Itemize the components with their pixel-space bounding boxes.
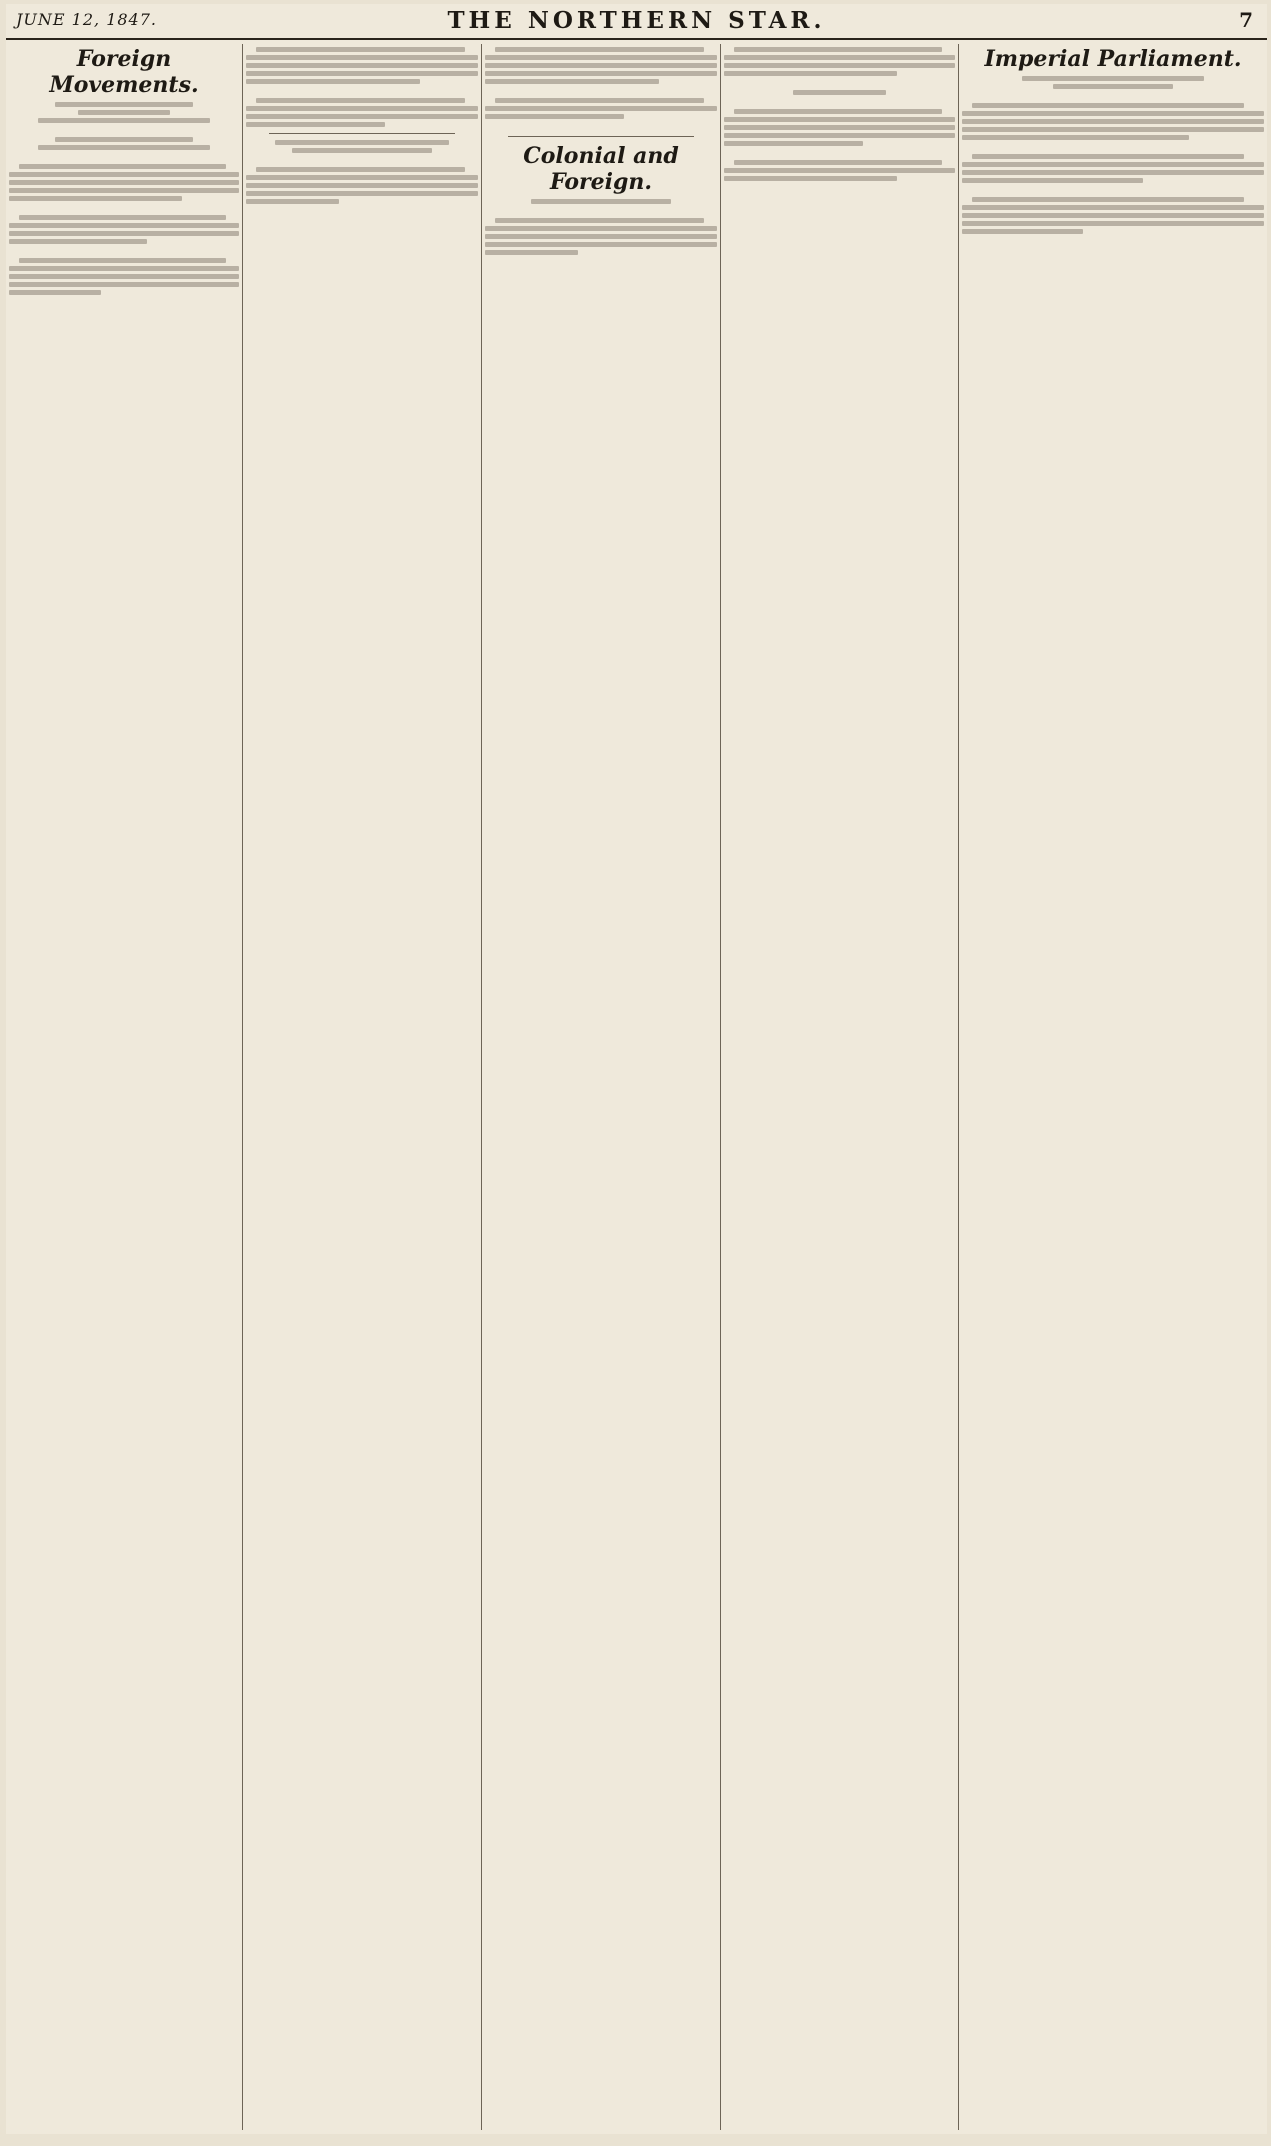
text-line-placeholder (962, 229, 1083, 234)
text-line-placeholder (1022, 76, 1203, 81)
text-line-placeholder (962, 213, 1264, 218)
text-line-placeholder (485, 234, 717, 239)
text-line-placeholder (485, 71, 717, 76)
newspaper-title: THE NORTHERN STAR. (447, 7, 826, 34)
text-line-placeholder (9, 172, 239, 177)
text-line-placeholder (724, 55, 955, 60)
text-line-placeholder (292, 148, 431, 153)
text-line-placeholder (962, 127, 1264, 132)
text-line-placeholder (38, 145, 211, 150)
text-line-placeholder (793, 90, 885, 95)
text-line-placeholder (724, 133, 955, 138)
text-line-placeholder (962, 170, 1264, 175)
text-line-placeholder (972, 197, 1244, 202)
page-number: 7 (1239, 8, 1253, 32)
text-line-placeholder (485, 106, 717, 111)
text-line-placeholder (972, 103, 1244, 108)
section-heading-imperial-parliament: Imperial Parliament. (984, 46, 1242, 72)
text-line-placeholder (485, 250, 578, 255)
text-line-placeholder (495, 47, 704, 52)
text-line-placeholder (495, 98, 704, 103)
text-line-placeholder (962, 205, 1264, 210)
text-line-placeholder (734, 47, 942, 52)
newspaper-page (6, 4, 1267, 2134)
text-line-placeholder (246, 183, 478, 188)
text-line-placeholder (485, 79, 659, 84)
text-line-placeholder (246, 79, 420, 84)
text-line-placeholder (246, 191, 478, 196)
text-line-placeholder (972, 154, 1244, 159)
text-line-placeholder (485, 55, 717, 60)
text-line-placeholder (9, 196, 182, 201)
text-line-placeholder (962, 162, 1264, 167)
text-line-placeholder (485, 226, 717, 231)
text-line-placeholder (9, 231, 239, 236)
column-3 (482, 44, 720, 2130)
text-line-placeholder (246, 106, 478, 111)
text-line-placeholder (734, 160, 942, 165)
text-line-placeholder (55, 102, 193, 107)
text-line-placeholder (246, 55, 478, 60)
text-line-placeholder (9, 188, 239, 193)
text-line-placeholder (962, 221, 1264, 226)
column-2 (243, 44, 481, 2130)
text-line-placeholder (9, 223, 239, 228)
text-line-placeholder (724, 125, 955, 130)
text-line-placeholder (38, 118, 211, 123)
text-line-placeholder (734, 109, 942, 114)
text-line-placeholder (9, 282, 239, 287)
text-line-placeholder (1053, 84, 1174, 89)
text-line-placeholder (55, 137, 193, 142)
text-line-placeholder (246, 71, 478, 76)
text-line-placeholder (9, 274, 239, 279)
masthead (6, 4, 1267, 40)
text-line-placeholder (9, 266, 239, 271)
text-line-placeholder (495, 218, 704, 223)
text-line-placeholder (275, 140, 449, 145)
text-line-placeholder (246, 175, 478, 180)
text-line-placeholder (724, 141, 863, 146)
text-line-placeholder (9, 180, 239, 185)
text-line-placeholder (256, 98, 465, 103)
text-line-placeholder (246, 114, 478, 119)
text-line-placeholder (724, 176, 897, 181)
text-line-placeholder (485, 242, 717, 247)
text-line-placeholder (246, 199, 339, 204)
text-line-placeholder (962, 119, 1264, 124)
issue-date: JUNE 12, 1847. (16, 10, 157, 29)
text-line-placeholder (724, 117, 955, 122)
text-line-placeholder (19, 215, 226, 220)
text-line-placeholder (485, 114, 624, 119)
section-heading-foreign-movements: Foreign Movements. (49, 46, 199, 98)
text-line-placeholder (9, 239, 147, 244)
column-4 (721, 44, 958, 2130)
text-line-placeholder (256, 47, 465, 52)
text-line-placeholder (962, 111, 1264, 116)
column-1 (6, 44, 242, 2130)
text-line-placeholder (962, 135, 1189, 140)
column-5 (959, 44, 1267, 2130)
text-line-placeholder (724, 71, 897, 76)
text-line-placeholder (19, 258, 226, 263)
text-line-placeholder (19, 164, 226, 169)
section-heading-colonial-and-foreign: Colonial and Foreign. (523, 143, 679, 195)
text-line-placeholder (962, 178, 1143, 183)
text-line-placeholder (246, 122, 385, 127)
text-line-placeholder (246, 63, 478, 68)
text-line-placeholder (256, 167, 465, 172)
text-line-placeholder (485, 63, 717, 68)
text-line-placeholder (531, 199, 670, 204)
text-line-placeholder (9, 290, 101, 295)
text-line-placeholder (78, 110, 170, 115)
text-line-placeholder (724, 63, 955, 68)
text-line-placeholder (724, 168, 955, 173)
